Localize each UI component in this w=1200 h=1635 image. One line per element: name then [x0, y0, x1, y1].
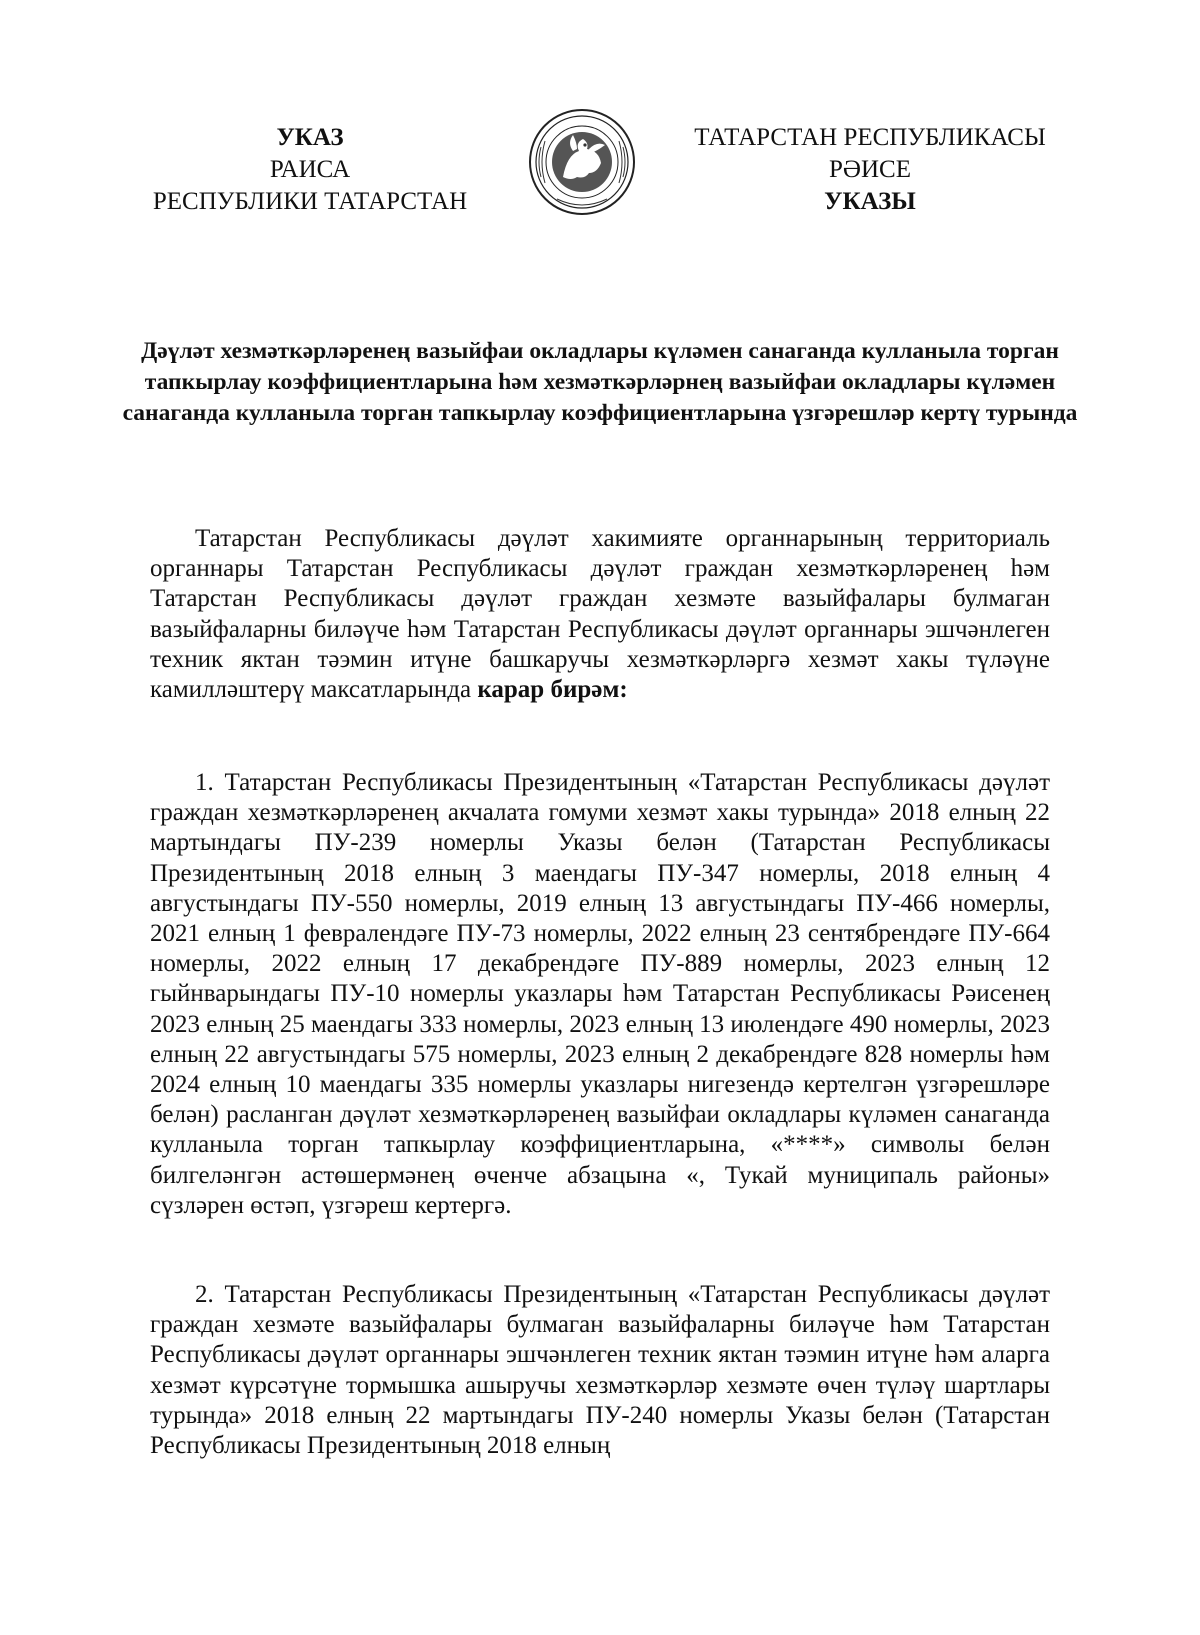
header-left-republic: РЕСПУБЛИКИ ТАТАРСТАН — [152, 188, 468, 215]
paragraph-1: 1. Татарстан Республикасы Президентының «Татарстан Республикасы дәүләт граждан хезмәткәрләренең акчалата гомуми хезмәт хакы турында» 2018 елның 22 мартындагы ПУ-239 номерлы Указы белән (Татарстан Республикасы Президентының 2018 елның 3 маендагы ПУ-347 номерлы, 2018 елның 4 августындагы ПУ-550 номерлы, 2019 елның 13 августындагы ПУ-466 номерлы, 2021 елның 1 февралендәге ПУ-73 номерлы, 2022 елның 23 сентябрендәге ПУ-664 номерлы, 2022 елның 17 декабрендәге ПУ-889 номерлы, 2023 елның 12 гыйнварындагы ПУ-10 номерлы указлары һәм Татарстан Республикасы Рәисенең 2023 елның 25 маендагы 333 номерлы, 2023 елның 13 июлендәге 490 номерлы, 2023 елның 22 августындагы 575 номерлы, 2023 елның 2 декабрендәге 828 номерлы һәм 2024 елның 10 маендагы 335 номерлы указлары нигезендә кертелгән үзгәрешләре белән) расланган дәүләт хезмәткәрләренең вазыйфаи окладлары күләмен санаганда кулланыла торган тапкырлау коэффициентларына, «****» символы белән билгеләнгән астөшермәнең өченче абзацына «, Тукай муниципаль районы» сүзләрен өстәп, үзгәреш кертергә. — [150, 769, 1050, 1219]
tatarstan-emblem-icon — [527, 107, 637, 217]
paragraph-2: 2. Татарстан Республикасы Президентының «Татарстан Республикасы дәүләт граждан хезмәте вазыйфалары булмаган вазыйфаларны биләүче һәм Татарстан Республикасы дәүләт органнары эшчәнлеген техник яктан тәэмин итүне һәм аларга хезмәт күрсәтүне тормышка ашыручы хезмәткәрләр хезмәте өчен түләү шартлары турында» 2018 елның 22 мартындагы ПУ-240 номерлы Указы белән (Татарстан Республикасы Президентының 2018 елның — [150, 1281, 1050, 1460]
intro-text: Татарстан Республикасы дәүләт хакимияте органнарының территориаль органнары Татарстан Республикасы дәүләт граждан хезмәткәрләренең һәм Татарстан Республикасы дәүләт граждан хезмәте вазыйфалары булмаган вазыйфаларны биләүче һәм Татарстан Республикасы дәүләт органнары эшчәнлеген техник яктан тәэмин итүне башкаручы хезмәткәрләргә хезмәт хакы түләүне камилләштерү максатларында — [150, 525, 1050, 704]
document-title: Дәүләт хезмәткәрләренең вазыйфаи окладлары күләмен санаганда кулланыла торган тапкырлау коэффициентларына һәм хезмәткәрләрнең вазыйфаи окладлары күләмен санаганда кулланыла торган тапкырлау коэффициентларына үзгәрешләр кертү турында — [122, 338, 1078, 426]
intro-decision: карар бирәм: — [477, 676, 628, 704]
header-right — [675, 122, 1065, 218]
header-left-raisa: РАИСА — [269, 156, 351, 183]
header-right-ukazy: УКАЗЫ — [824, 188, 916, 215]
header-left-ukaz: УКАЗ — [276, 124, 344, 151]
header-right-raise: РӘИСЕ — [829, 156, 911, 183]
header-right-republic: ТАТАРСТАН РЕСПУБЛИКАСЫ — [694, 124, 1046, 151]
intro-paragraph — [150, 524, 1050, 705]
header-left — [130, 122, 490, 218]
